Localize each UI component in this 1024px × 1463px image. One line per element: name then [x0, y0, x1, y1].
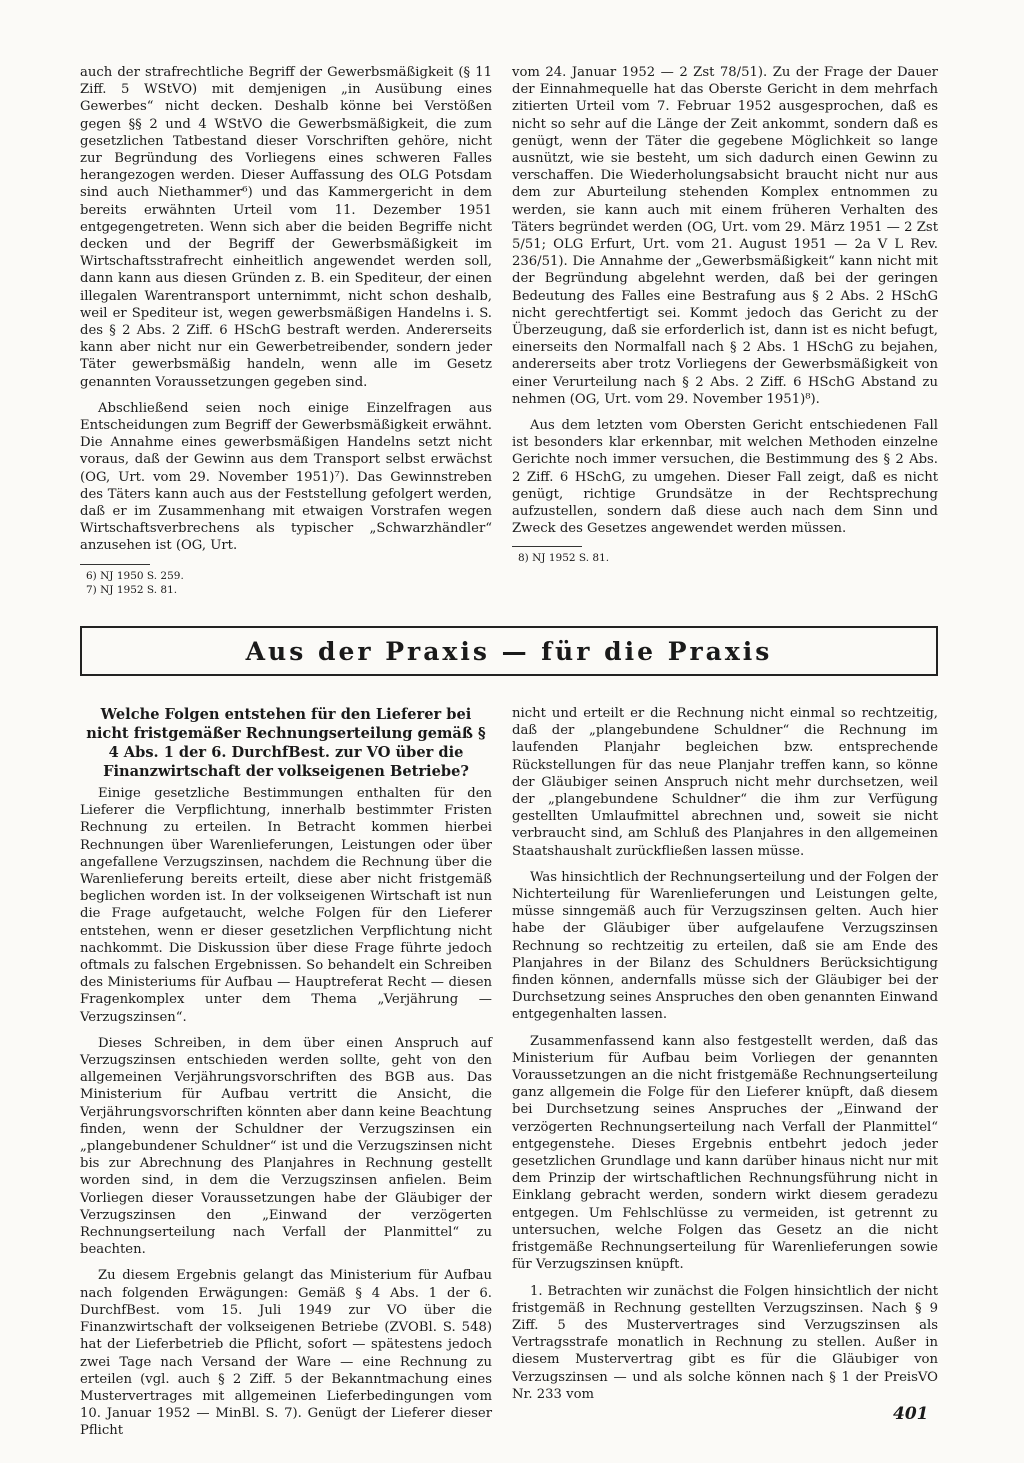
body-paragraph: Zusammenfassend kann also festgestellt werden, daß das Ministerium für Aufbau beim Vorliegen der genannten Voraussetzungen an die nicht fristgemäße Rechnungserteilung ganz allgemein die Folge für den Lieferer knüpft, daß diesem bei Durchsetzung seines Anspruches der „Einwand der verzögerten Rechnungserteilung nach Verfall der Planmittel“ entgegenstehe. Dieses Ergebnis entbehrt jedoch jeder gesetzlichen Grundlage und kann darüber hinaus nicht nur mit dem Prinzip der wirtschaftlichen Rechnungsführung nicht in Einklang gebracht werden, sondern wirkt diesem geradezu entgegen. Um Fehlschlüsse zu vermeiden, ist getrennt zu untersuchen, welche Folgen das Gesetz an die nicht fristgemäße Rechnungserteilung für Warenlieferungen sowie für Verzugszinsen knüpft.	[512, 1033, 938, 1273]
bottom-left-column	[80, 705, 492, 1449]
body-paragraph: Aus dem letzten vom Obersten Gericht entschiedenen Fall ist besonders klar erkennbar, mit welchen Methoden einzelne Gerichte noch immer versuchen, die Bestimmung des § 2 Abs. 2 Ziff. 6 HSchG, zu umgehen. Dieser Fall zeigt, daß es nicht genügt, richtige Grundsätze in der Rechtsprechung aufzustellen, sondern daß diese auch nach dem Sinn und Zweck des Gesetzes angewendet werden müssen.	[512, 418, 938, 537]
footnote-rule	[80, 564, 150, 565]
body-paragraph: Dieses Schreiben, in dem über einen Anspruch auf Verzugszinsen entschieden werden sollte, geht von den allgemeinen Verjährungsvorschriften des BGB aus. Das Ministerium für Aufbau vertritt die Ansicht, die Verjährungsvorschriften könnten aber dann keine Beachtung finden, wenn der Schuldner der Verzugszinsen ein „plangebundener Schuldner“ ist und die Verzugszinsen nicht bis zur Abrechnung des Planjahres in Rechnung gestellt worden sind, in dem die Verzugszinsen anfielen. Beim Vorliegen dieser Voraussetzungen habe der Gläubiger der Verzugszinsen den „Einwand der verzögerten Rechnungserteilung nach Verfall der Planmittel“ zu beachten.	[80, 1035, 492, 1258]
footnote-rule	[512, 546, 582, 547]
body-paragraph: Einige gesetzliche Bestimmungen enthalten für den Lieferer die Verpflichtung, innerhalb bestimmter Fristen Rechnung zu erteilen. In Betracht kommen hierbei Rechnungen über Warenlieferungen, Leistungen oder über angefallene Verzugszinsen, nachdem die Rechnung über die Warenlieferung bereits erteilt, diese aber nicht fristgemäß beglichen worden ist. In der volkseigenen Wirtschaft ist nun die Frage aufgetaucht, welche Folgen für den Lieferer entstehen, wenn er dieser gesetzlichen Verpflichtung nicht nachkommt. Die Diskussion über diese Frage führte jedoch oftmals zu falschen Ergebnissen. So behandelt ein Schreiben des Ministeriums für Aufbau — Hauptreferat Recht — diesen Fragenkomplex unter dem Thema „Verjährung — Verzugszinsen“.	[80, 786, 492, 1025]
body-paragraph: Was hinsichtlich der Rechnungserteilung und der Folgen der Nichterteilung für Warenlieferungen und Leistungen gelte, müsse sinngemäß auch für Verzugszinsen gelten. Auch hier habe der Gläubiger über aufgelaufene Verzugszinsen Rechnung so rechtzeitig zu erteilen, daß sie am Ende des Planjahres in der Bilanz des Schuldners Berücksichtigung finden können, andernfalls müsse sich der Gläubiger bei der Durchsetzung seines Anspruches den oben genannten Einwand entgegenhalten lassen.	[512, 869, 939, 1023]
section-banner	[80, 626, 938, 676]
footnote: 8) NJ 1952 S. 81.	[518, 552, 610, 565]
body-paragraph: Zu diesem Ergebnis gelangt das Ministerium für Aufbau nach folgenden Erwägungen: Gemäß § 4 Abs. 1 der 6. DurchfBest. vom 15. Juli 1949 zur VO über die Finanzwirtschaft der volkseigenen Betriebe (ZVOBl. S. 548) hat der Lieferbetrieb die Pflicht, sofort — spätestens jedoch zwei Tage nach Versand der Ware — eine Rechnung zu erteilen (vgl. auch § 2 Ziff. 5 der Bekanntmachung eines Mustervertrages mit allgemeinen Lieferbedingungen vom 10. Januar 1952 — MinBl. S. 7). Genügt der Lieferer dieser Pflicht	[80, 1268, 492, 1439]
footnote: 6) NJ 1950 S. 259.	[86, 569, 184, 582]
footnote: 7) NJ 1952 S. 81.	[86, 583, 178, 596]
page-number: 401	[893, 1404, 929, 1424]
top-left-column	[80, 64, 492, 597]
body-paragraph: Abschließend seien noch einige Einzelfragen aus Entscheidungen zum Begriff der Gewerbsmäßigkeit erwähnt. Die Annahme eines gewerbsmäßigen Handelns setzt nicht voraus, daß der Gewinn aus dem Transport selbst erwächst (OG, Urt. vom 29. November 1951)⁷). Das Gewinnstreben des Täters kann auch aus der Feststellung gefolgert werden, daß er im Zusammenhang mit etwaigen Vorstrafen wegen Wirtschaftsverbrechens als typischer „Schwarzhändler“ anzusehen ist (OG, Urt.	[80, 400, 492, 554]
article-heading: Welche Folgen entstehen für den Lieferer bei nicht fristgemäßer Rechnungserteilung gemäß § 4 Abs. 1 der 6. DurchfBest. zur VO über die Finanzwirtschaft der volkseigenen Betriebe?	[86, 706, 486, 780]
body-paragraph: nicht und erteilt er die Rechnung nicht einmal so rechtzeitig, daß der „plangebundene Schuldner“ die Rechnung im laufenden Planjahr begleichen bzw. entsprechende Rückstellungen für das neue Planjahr treffen kann, so könne der Gläubiger seinen Anspruch nicht mehr durchsetzen, weil der „plangebundene Schuldner“ die ihm zur Verfügung gestellten Umlaufmittel abrechnen und, soweit sie nicht verbraucht sind, am Schluß des Planjahres in den allgemeinen Staatshaushalt zurückfließen lassen müsse.	[512, 706, 938, 859]
top-right-column	[512, 64, 938, 565]
bottom-right-column	[512, 705, 938, 1412]
body-paragraph: auch der strafrechtliche Begriff der Gewerbsmäßigkeit (§ 11 Ziff. 5 WStVO) mit demjenigen „in Ausübung eines Gewerbes“ nicht decken. Deshalb könne bei Verstößen gegen §§ 2 und 4 WStVO die Gewerbsmäßigkeit, die zum gesetzlichen Tatbestand dieser Vorschriften gehöre, nicht zur Begründung des Vorliegens eines schweren Falles herangezogen werden. Dieser Auffassung des OLG Potsdam sind auch Niethammer⁶) und das Kammergericht in dem bereits erwähnten Urteil vom 11. Dezember 1951 entgegengetreten. Wenn sich aber die beiden Begriffe nicht decken und der Begriff der Gewerbsmäßigkeit im Wirtschaftsstrafrecht einheitlich angewendet werden soll, dann kann aus diesen Gründen z. B. ein Spediteur, der einen illegalen Warentransport unternimmt, nicht schon deshalb, weil er Spediteur ist, wegen gewerbsmäßigen Handelns i. S. des § 2 Abs. 2 Ziff. 6 HSchG bestraft werden. Andererseits kann aber nicht nur ein Gewerbetreibender, sondern jeder Täter gewerbsmäßig handeln, wenn alle im Gesetz genannten Voraussetzungen gegeben sind.	[80, 65, 492, 390]
body-paragraph: 1. Betrachten wir zunächst die Folgen hinsichtlich der nicht fristgemäß in Rechnung gestellten Verzugszinsen. Nach § 9 Ziff. 5 des Mustervertrages sind Verzugszinsen als Vertragsstrafe monatlich in Rechnung zu stellen. Außer in diesem Mustervertrag gibt es für die Gläubiger von Verzugszinsen — und als solche können nach § 1 der PreisVO Nr. 233 vom	[512, 1283, 938, 1402]
section-title: Aus der Praxis — für die Praxis	[245, 636, 773, 666]
body-paragraph: vom 24. Januar 1952 — 2 Zst 78/51). Zu der Frage der Dauer der Einnahmequelle hat das Oberste Gericht in dem mehrfach zitierten Urteil vom 7. Februar 1952 ausgesprochen, daß es nicht so sehr auf die Länge der Zeit ankommt, sondern daß es genügt, wenn der Täter die gegebene Möglichkeit so lange ausnützt, wie sie besteht, um sich dadurch einen Gewinn zu verschaffen. Die Wiederholungsabsicht braucht nicht nur aus dem zur Aburteilung stehenden Komplex entnommen zu werden, sie kann auch mit einem früheren Verhalten des Täters begründet werden (OG, Urt. vom 29. März 1951 — 2 Zst 5/51; OLG Erfurt, Urt. vom 21. August 1951 — 2a V L Rev. 236/51). Die Annahme der „Gewerbsmäßigkeit“ kann nicht mit der Begründung abgelehnt werden, daß bei der geringen Bedeutung des Falles eine Bestrafung aus § 2 Abs. 2 HSchG nicht gerechtfertigt sei. Kommt jedoch das Gericht zu der Überzeugung, daß sie erforderlich ist, dann ist es nicht befugt, einerseits den Normalfall nach § 2 Abs. 1 HSchG zu bejahen, andererseits aber trotz Vorliegens der Gewerbsmäßigkeit von einer Verurteilung nach § 2 Abs. 2 Ziff. 6 HSchG Abstand zu nehmen (OG, Urt. vom 29. November 1951)⁸).	[512, 65, 938, 407]
